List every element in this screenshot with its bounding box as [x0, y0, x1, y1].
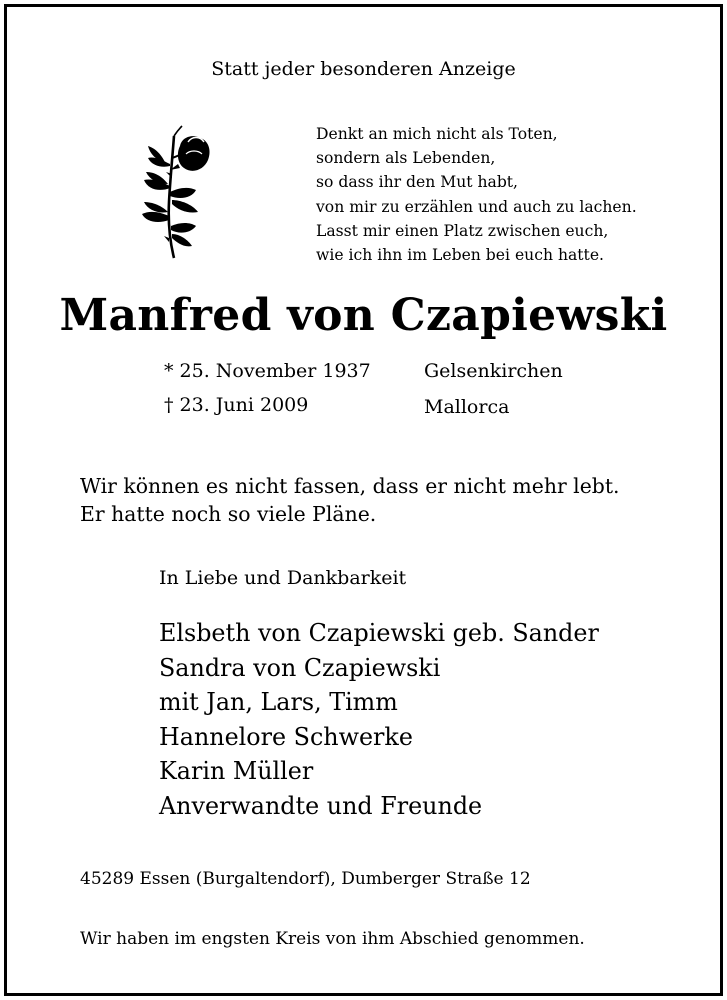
mourner-name: Hannelore Schwerke	[159, 722, 413, 751]
notice-header: Statt jeder besonderen Anzeige	[211, 58, 516, 80]
mourner-name: Anverwandte und Freunde	[159, 791, 483, 820]
mourner-name: mit Jan, Lars, Timm	[159, 688, 398, 716]
deceased-name: Manfred von Czapiewski	[59, 290, 668, 341]
quote-line: Wir können es nicht fassen, dass er nicht mehr lebt.	[80, 474, 620, 498]
farewell-note: Wir haben im engsten Kreis von ihm Abschied genommen.	[80, 929, 585, 949]
mourning-quote	[80, 472, 620, 528]
mourners-list	[159, 616, 599, 823]
address: 45289 Essen (Burgaltendorf), Dumberger Straße 12	[80, 869, 531, 889]
poem-line: so dass ihr den Mut habt,	[316, 173, 519, 192]
poem-line: von mir zu erzählen und auch zu lachen.	[316, 197, 637, 216]
poem	[316, 122, 637, 267]
mourner-name: Elsbeth von Czapiewski geb. Sander	[159, 619, 599, 647]
poem-line: Denkt an mich nicht als Toten,	[316, 125, 558, 143]
mourner-name: Sandra von Czapiewski	[159, 653, 441, 682]
closing-phrase: In Liebe und Dankbarkeit	[159, 567, 407, 589]
birth-place: Gelsenkirchen	[424, 360, 563, 382]
poem-line: wie ich ihn im Leben bei euch hatte.	[316, 245, 605, 264]
birth-date: * 25. November 1937	[164, 360, 371, 382]
mourner-name: Karin Müller	[159, 757, 314, 785]
death-date: † 23. Juni 2009	[164, 394, 309, 416]
poem-line: sondern als Lebenden,	[316, 149, 496, 168]
death-place: Mallorca	[424, 396, 510, 418]
poem-line: Lasst mir einen Platz zwischen euch,	[316, 221, 609, 240]
rose-icon	[122, 122, 218, 260]
quote-line: Er hatte noch so viele Pläne.	[80, 502, 377, 526]
